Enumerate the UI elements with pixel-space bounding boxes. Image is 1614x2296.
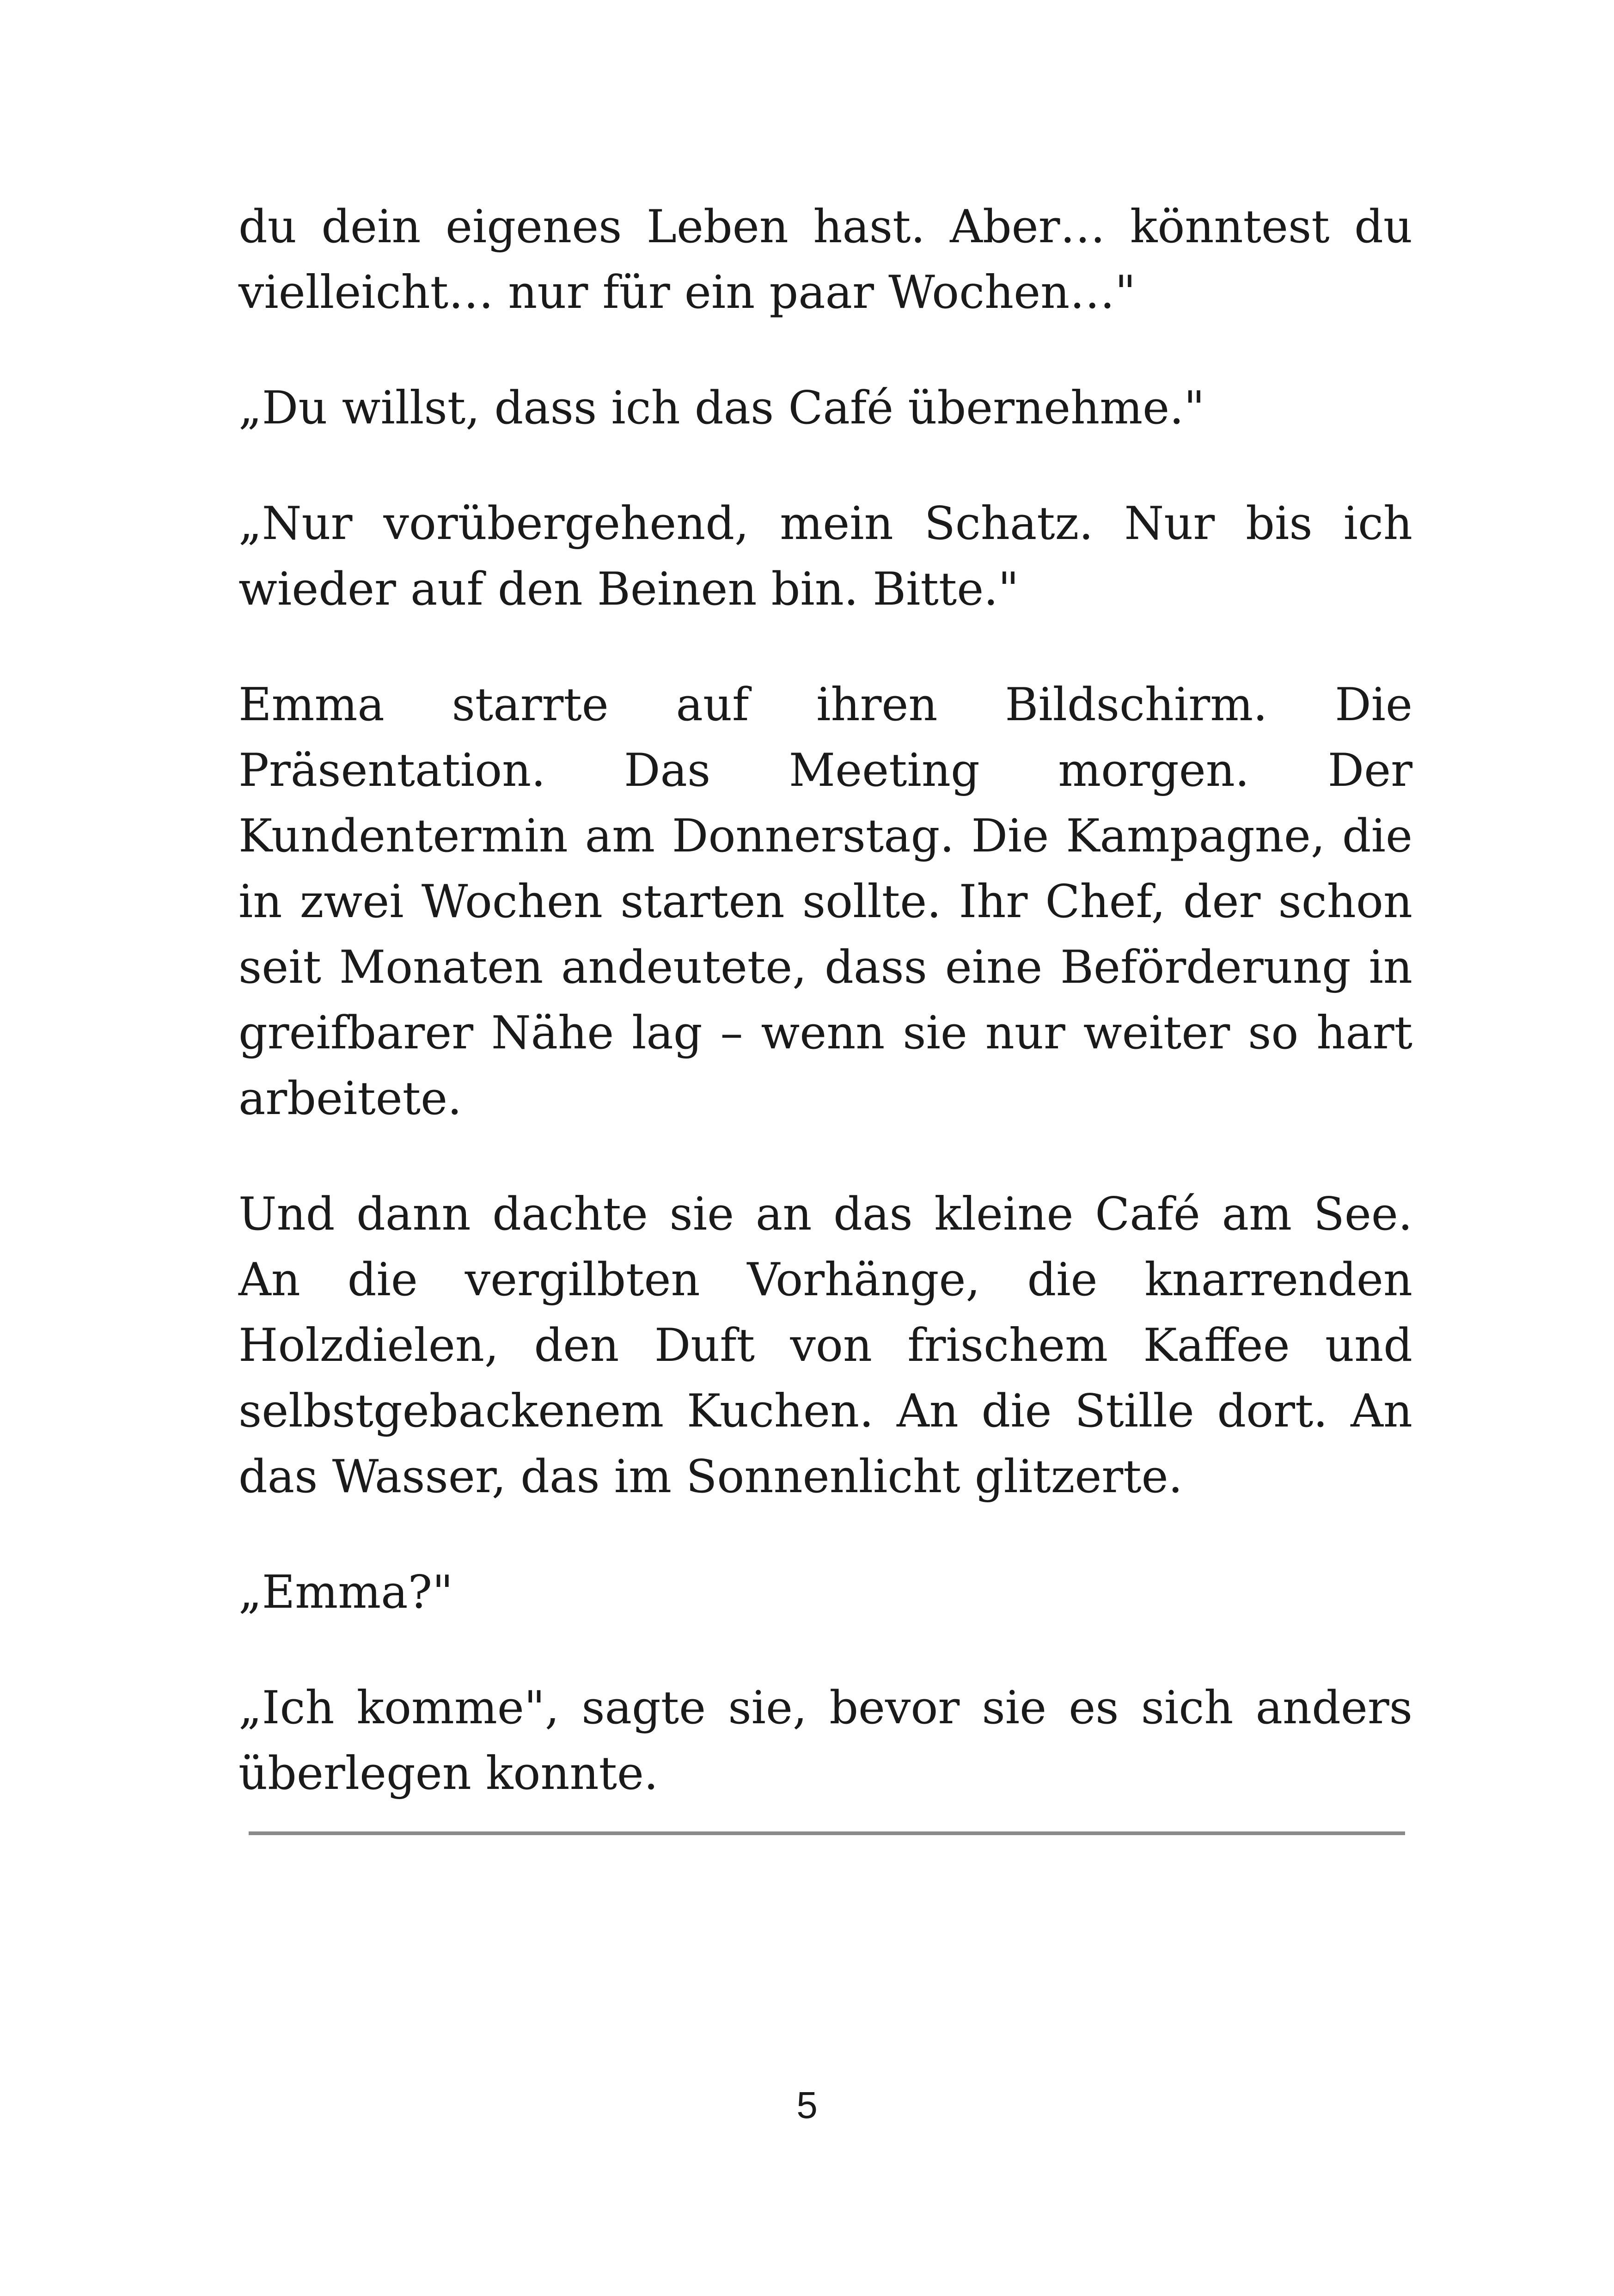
body-text xyxy=(238,194,1412,1856)
section-divider xyxy=(249,1831,1405,1835)
paragraph-7: „Ich komme", sagte sie, bevor sie es sich anders überlegen konnte. xyxy=(238,1682,1412,1800)
paragraph-6: „Emma?" xyxy=(238,1566,453,1619)
paragraph-1: du dein eigenes Leben hast. Aber… könntest du vielleicht… nur für ein paar Wochen…" xyxy=(238,201,1412,319)
paragraph-3: „Nur vorübergehend, mein Schatz. Nur bis ich wieder auf den Beinen bin. Bitte." xyxy=(238,497,1412,616)
paragraph-5: Und dann dachte sie an das kleine Café am See. An die vergilbten Vorhänge, die knarrenden Holzdielen, den Duft von frischem Kaffee und selbstgebackenem Kuchen. An die Stille dort. An das Wasser, das im Sonnenlicht glitzerte. xyxy=(238,1188,1412,1503)
paragraph-4: Emma starrte auf ihren Bildschirm. Die Präsentation. Das Meeting morgen. Der Kundentermin am Donnerstag. Die Kampagne, die in zwei Wochen starten sollte. Ihr Chef, der schon seit Monaten andeutete, dass eine Beförderung in greifbarer Nähe lag – wenn sie nur weiter so hart arbeitete. xyxy=(238,679,1412,1125)
paragraph-2: „Du willst, dass ich das Café übernehme." xyxy=(238,382,1205,435)
page-number: 5 xyxy=(796,2084,818,2126)
